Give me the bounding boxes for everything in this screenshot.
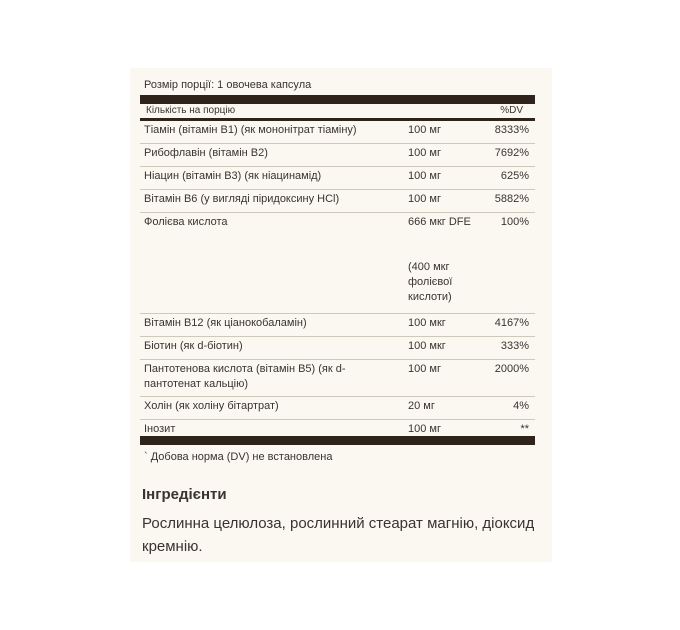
- nutrient-amount: 100 мкг: [408, 340, 446, 352]
- nutrient-name: Холін (як холіну бітартрат): [144, 400, 279, 412]
- table-row: [140, 337, 535, 360]
- nutrient-dv: 333%: [500, 340, 529, 352]
- nutrient-amount: 100 мг: [408, 124, 441, 136]
- table-row: [140, 144, 535, 167]
- bottom-divider-bar: [140, 436, 535, 445]
- nutrient-dv: 625%: [500, 170, 529, 182]
- nutrient-dv: 2000%: [494, 363, 529, 375]
- nutrient-amount: 100 мг: [408, 147, 441, 159]
- nutrient-name: Інозит: [144, 423, 176, 435]
- top-divider-bar: [140, 95, 535, 104]
- nutrient-name: Вітамін B12 (як ціанокобаламін): [144, 317, 307, 329]
- nutrient-name: Вітамін B6 (у вигляді піридоксину HCl): [144, 193, 340, 205]
- table-row: [140, 314, 535, 337]
- nutrient-dv: **: [520, 423, 529, 435]
- nutrient-amount: 100 мг: [408, 193, 441, 205]
- nutrient-amount: 666 мкг DFE: [408, 216, 471, 228]
- nutrient-dv: 4167%: [494, 317, 529, 329]
- nutrient-amount: 100 мг: [408, 363, 441, 375]
- serving-size: Розмір порції: 1 овочева капсула: [144, 79, 312, 91]
- table-header: [140, 104, 535, 118]
- nutrient-dv: 4%: [513, 400, 529, 412]
- nutrient-name: Пантотенова кислота (вітамін B5) (як d-пантотенат кальцію): [144, 363, 346, 390]
- header-amount: Кількість на порцію: [146, 105, 236, 116]
- table-row: [140, 190, 535, 213]
- nutrient-dv: 5882%: [494, 193, 529, 205]
- ingredients-title: Інгредієнти: [142, 486, 227, 503]
- header-dv: %DV: [500, 105, 523, 116]
- nutrient-amount: 100 мг: [408, 423, 441, 435]
- dv-footnote: ` Добова норма (DV) не встановлена: [144, 451, 333, 463]
- nutrient-name: Тіамін (вітамін B1) (як мононітрат тіаміну): [144, 124, 357, 136]
- nutrient-amount: 20 мг: [408, 400, 435, 412]
- nutrient-name: Фолієва кислота: [144, 216, 228, 228]
- nutrient-table: [140, 121, 535, 442]
- nutrient-amount: 100 мг: [408, 170, 441, 182]
- nutrient-name: Рибофлавін (вітамін B2): [144, 147, 268, 159]
- nutrient-name: Ніацин (вітамін B3) (як ніацинамід): [144, 170, 322, 182]
- nutrient-amount-note: (400 мкг фолієвої кислоти): [408, 261, 453, 303]
- table-row: [140, 397, 535, 420]
- nutrient-amount: 100 мкг: [408, 317, 446, 329]
- table-row: [140, 360, 535, 397]
- table-row: [140, 167, 535, 190]
- table-row: [140, 213, 535, 314]
- ingredients-text: Рослинна целюлоза, рослинний стеарат магнію, діоксид кремнію.: [142, 515, 535, 555]
- nutrient-name: Біотин (як d-біотин): [144, 340, 243, 352]
- nutrient-dv: 7692%: [494, 147, 529, 159]
- table-row: [140, 121, 535, 144]
- nutrient-dv: 8333%: [494, 124, 529, 136]
- nutrient-dv: 100%: [500, 216, 529, 228]
